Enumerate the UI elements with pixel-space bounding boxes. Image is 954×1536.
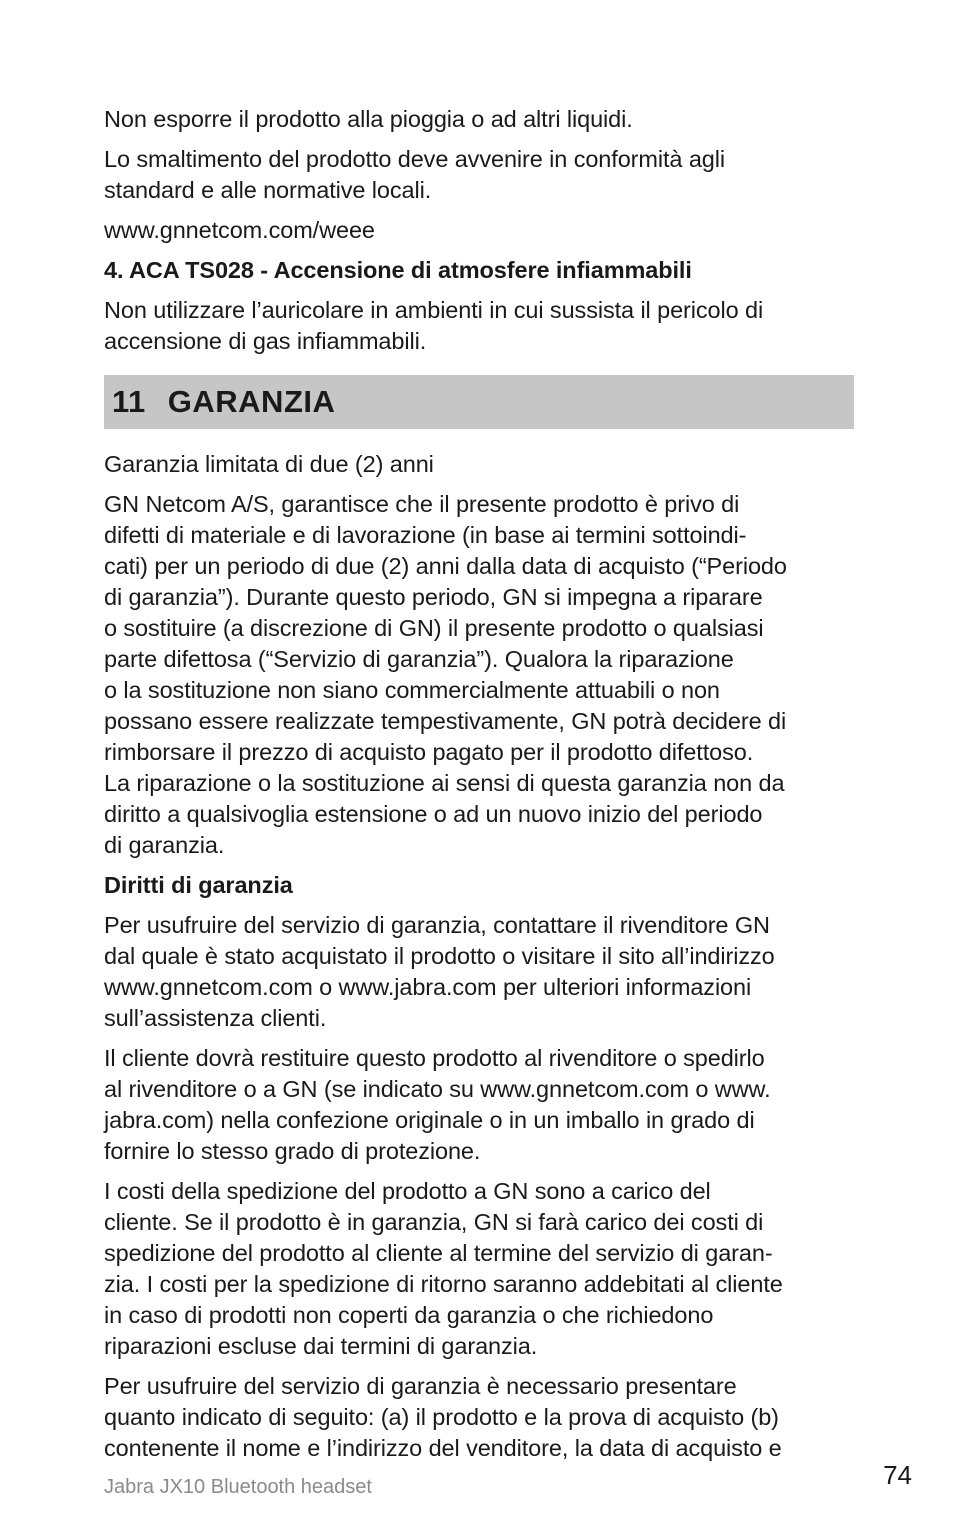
warranty-rights-heading: Diritti di garanzia [104,872,293,898]
text-line: sull’assistenza clienti. [104,1005,327,1031]
text-line: La riparazione o la sostituzione ai sensi di questa garanzia non da [104,770,785,796]
aca-heading: 4. ACA TS028 - Accensione di atmosfere infiammabili [104,257,692,283]
text-line: rimborsare il prezzo di acquisto pagato per il prodotto difettoso. [104,739,754,765]
text-line: al rivenditore o a GN (se indicato su www.gnnetcom.com o www. [104,1076,771,1102]
warranty-rights-paragraph-4 [104,1371,854,1464]
text-line: quanto indicato di seguito: (a) il prodotto e la prova di acquisto (b) [104,1404,779,1430]
text-line: Per usufruire del servizio di garanzia, contattare il rivenditore GN [104,912,770,938]
text-line: zia. I costi per la spedizione di ritorno saranno addebitati al cliente [104,1271,783,1297]
text-line: standard e alle normative locali. [104,177,432,203]
text-line: GN Netcom A/S, garantisce che il presente prodotto è privo di [104,491,740,517]
section-number: 11 [112,384,146,419]
text-line: in caso di prodotti non coperti da garanzia o che richiedono [104,1302,714,1328]
page-content [104,104,854,1473]
text-line: fornire lo stesso grado di protezione. [104,1138,481,1164]
text-line: Garanzia limitata di due (2) anni [104,451,434,477]
text-line: o la sostituzione non siano commercialmente attuabili o non [104,677,720,703]
text-line: cati) per un periodo di due (2) anni dalla data di acquisto (“Periodo [104,553,787,579]
text-line: Non esporre il prodotto alla pioggia o ad altri liquidi. [104,106,633,132]
text-line: diritto a qualsivoglia estensione o ad un nuovo inizio del periodo [104,801,763,827]
text-line: Il cliente dovrà restituire questo prodotto al rivenditore o spedirlo [104,1045,765,1071]
weee-link-text [104,215,854,246]
section-title: GARANZIA [167,384,336,419]
text-line: Non utilizzare l’auricolare in ambienti in cui sussista il pericolo di [104,297,764,323]
text-line: Lo smaltimento del prodotto deve avvenire in conformità agli [104,146,726,172]
paragraph-flammable [104,295,854,357]
text-line: accensione di gas infiammabili. [104,328,427,354]
text-line: Per usufruire del servizio di garanzia è necessario presentare [104,1373,737,1399]
text-line: di garanzia”). Durante questo periodo, GN si impegna a riparare [104,584,763,610]
warranty-rights-paragraph-2 [104,1043,854,1167]
text-line: possano essere realizzate tempestivamente, GN potrà decidere di [104,708,787,734]
text-line: jabra.com) nella confezione originale o in un imballo in grado di [104,1107,755,1133]
text-line: dal quale è stato acquistato il prodotto o visitare il sito all’indirizzo [104,943,775,969]
text-line: spedizione del prodotto al cliente al termine del servizio di garan- [104,1240,773,1266]
text-line: difetti di materiale e di lavorazione (in base ai termini sottoindi- [104,522,747,548]
footer-product-name: Jabra JX10 Bluetooth headset [104,1476,372,1498]
text-line: contenente il nome e l’indirizzo del venditore, la data di acquisto e [104,1435,782,1461]
warranty-subtitle [104,449,854,480]
page-number: 74 [883,1460,912,1490]
text-line: riparazioni escluse dai termini di garanzia. [104,1333,538,1359]
paragraph-disposal [104,144,854,206]
text-line: www.gnnetcom.com/weee [104,217,375,243]
text-line: www.gnnetcom.com o www.jabra.com per ulteriori informazioni [104,974,752,1000]
text-line: di garanzia. [104,832,225,858]
text-line: cliente. Se il prodotto è in garanzia, GN si farà carico dei costi di [104,1209,764,1235]
section-header-warranty [104,375,854,429]
paragraph-liquids [104,104,854,135]
text-line: I costi della spedizione del prodotto a GN sono a carico del [104,1178,711,1204]
warranty-rights-paragraph-3 [104,1176,854,1362]
warranty-body [104,489,854,861]
warranty-rights-paragraph-1 [104,910,854,1034]
text-line: o sostituire (a discrezione di GN) il presente prodotto o qualsiasi [104,615,764,641]
text-line: parte difettosa (“Servizio di garanzia”). Qualora la riparazione [104,646,734,672]
